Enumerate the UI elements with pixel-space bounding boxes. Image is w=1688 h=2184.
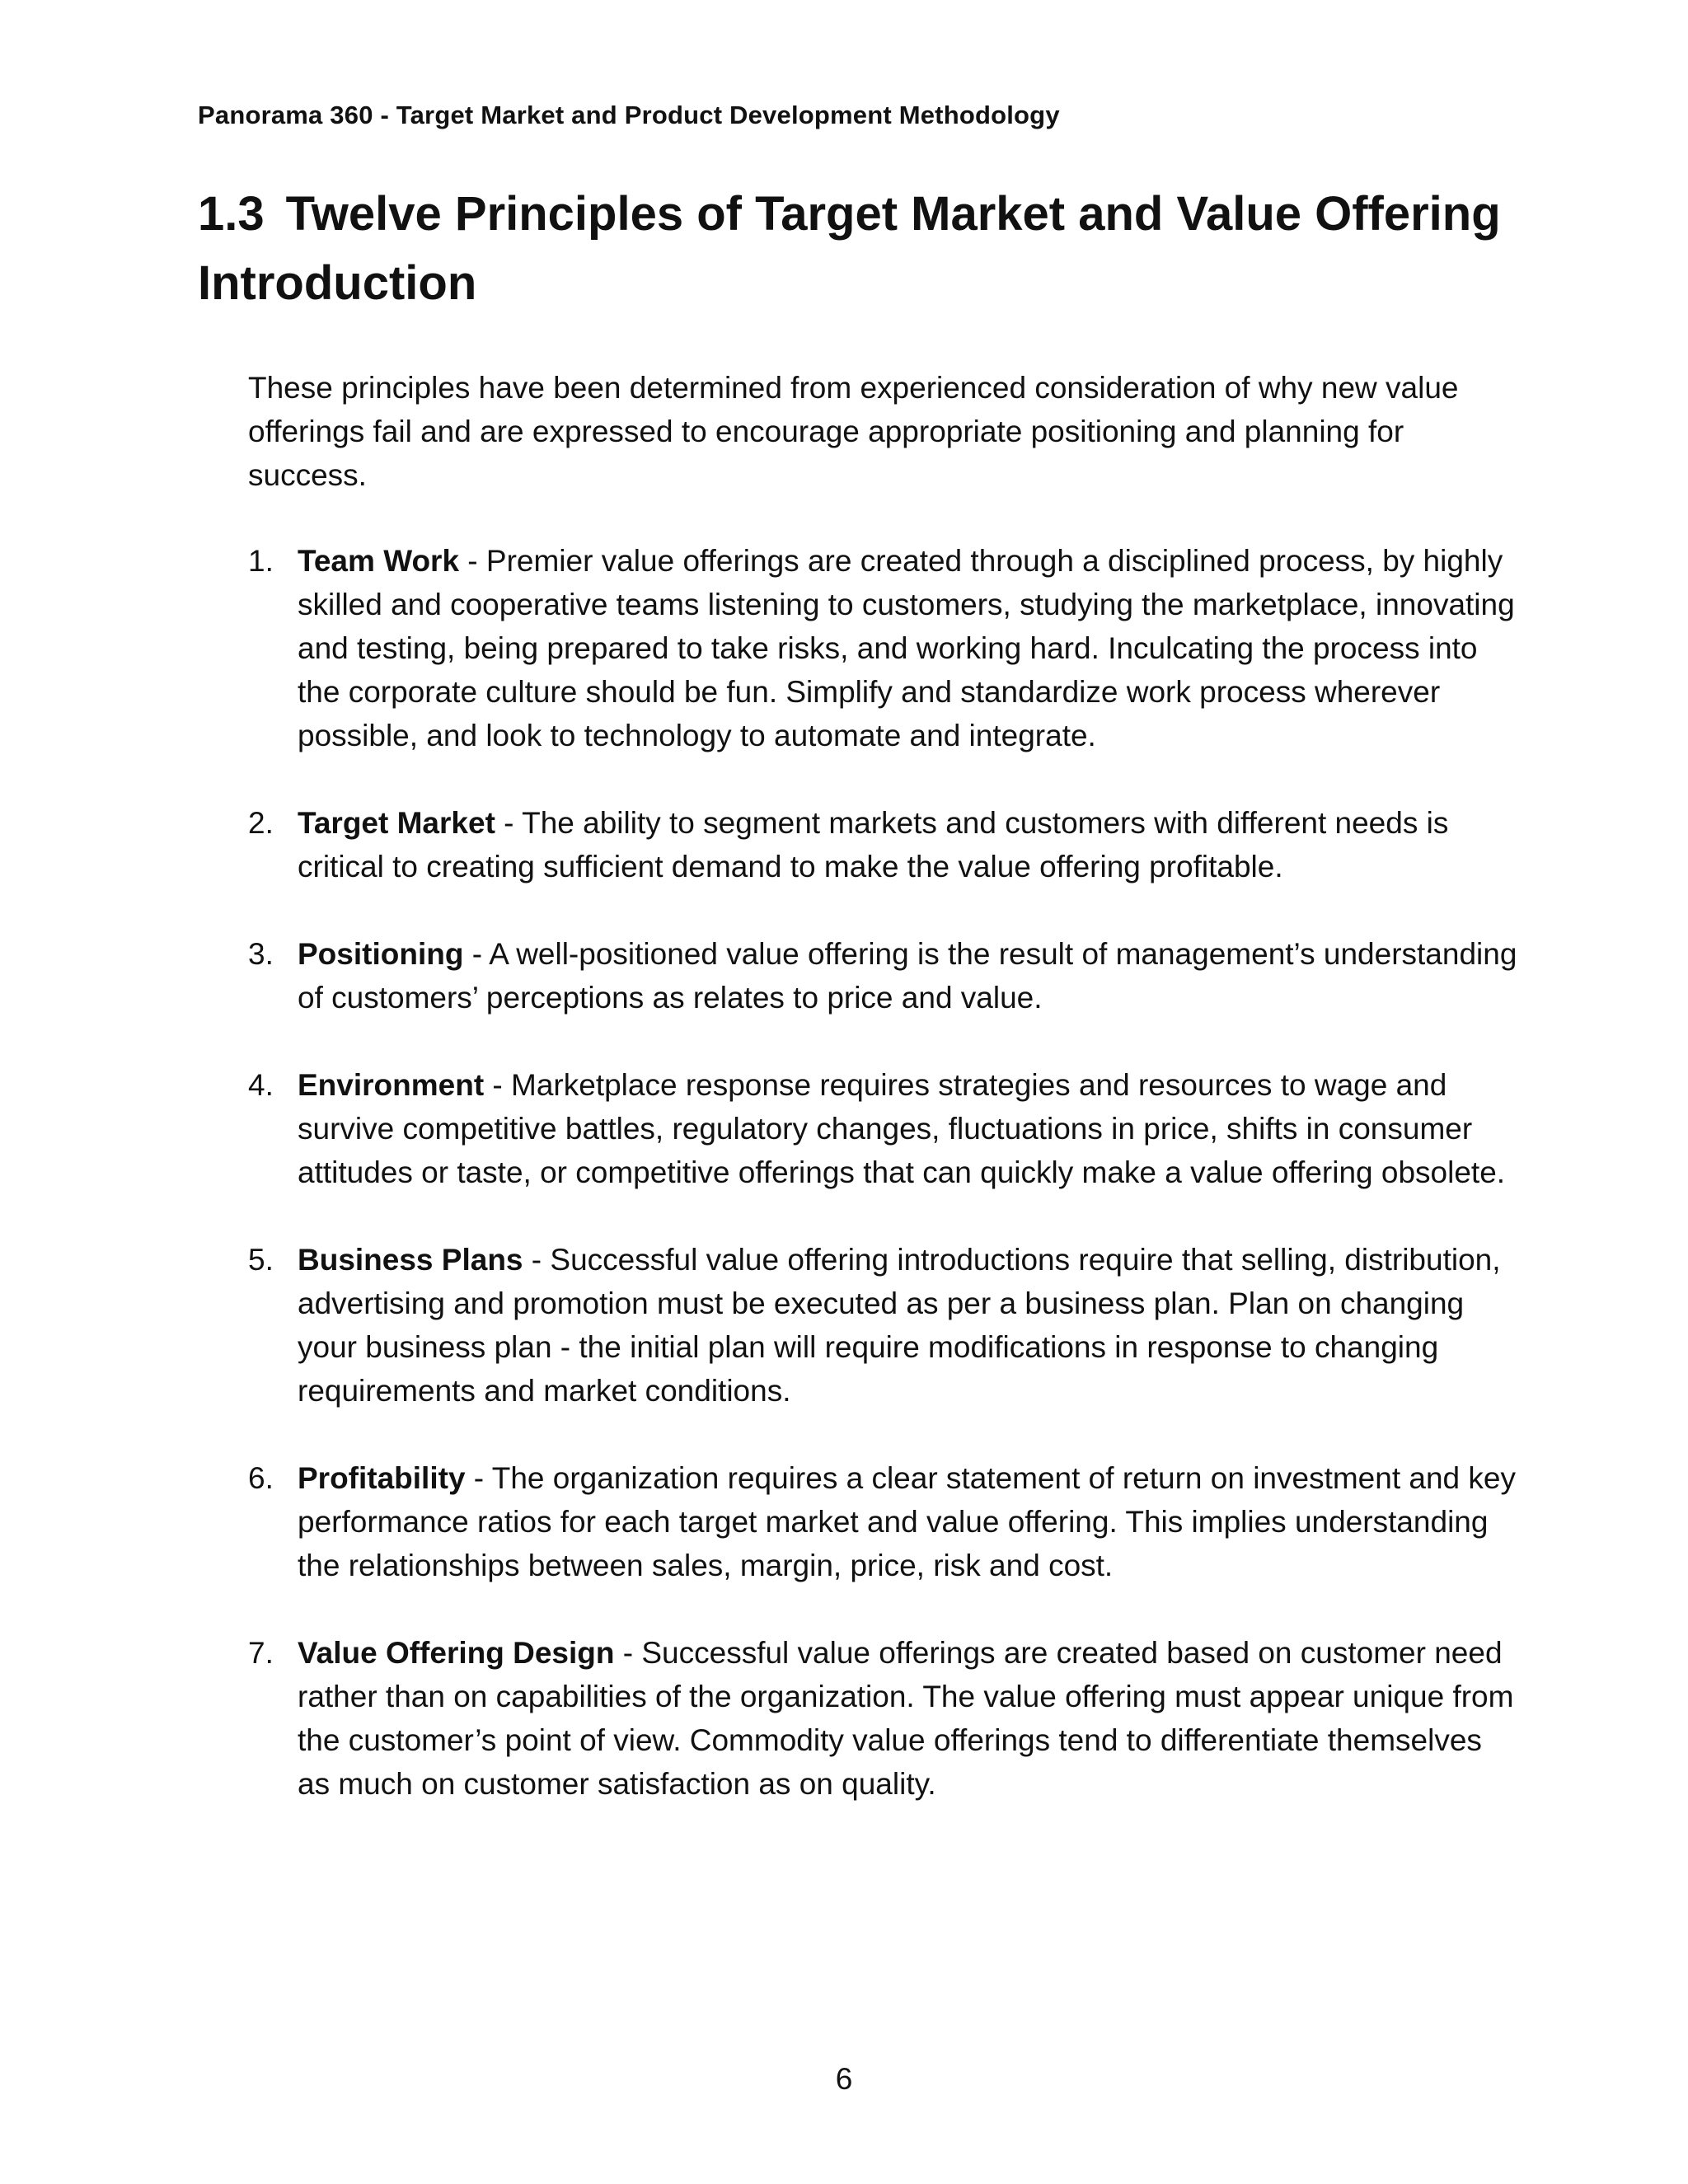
principle-term: Target Market bbox=[298, 806, 495, 840]
principle-number: 6. bbox=[248, 1461, 274, 1495]
principle-item-value-offering-design bbox=[248, 1631, 1517, 1806]
principle-number: 5. bbox=[248, 1243, 274, 1277]
principle-term: Value Offering Design bbox=[298, 1636, 615, 1670]
section-title: Twelve Principles of Target Market and Value Offering Introduction bbox=[198, 187, 1501, 310]
principle-term: Team Work bbox=[298, 544, 460, 578]
principle-text: - A well-positioned value offering is the result of management’s understanding of customers’ perceptions as relates to price and value. bbox=[298, 937, 1517, 1015]
principle-item-target-market bbox=[248, 801, 1517, 888]
principle-term: Positioning bbox=[298, 937, 464, 971]
principle-text: - Marketplace response requires strategies and resources to wage and survive competitive battles, regulatory changes, fluctuations in price, shifts in consumer attitudes or taste, or competitive offerings that can quickly make a value offering obsolete. bbox=[298, 1068, 1506, 1189]
principle-item-business-plans bbox=[248, 1238, 1517, 1413]
principle-number: 2. bbox=[248, 806, 274, 840]
principle-item-environment bbox=[248, 1063, 1517, 1194]
page-number: 6 bbox=[835, 2062, 853, 2096]
principle-text: - The ability to segment markets and customers with different needs is critical to creating sufficient demand to make the value offering profitable. bbox=[298, 806, 1449, 883]
running-header: Panorama 360 - Target Market and Product Development Methodology bbox=[198, 101, 1060, 129]
principle-text: - Premier value offerings are created through a disciplined process, by highly skilled and cooperative teams listening to customers, studying the marketplace, innovating and testing, being prepared to take risks, and working hard. Inculcating the process into the corporate culture should be fun. Simplify and standardize work process wherever possible, and look to technology to automate and integrate. bbox=[298, 544, 1515, 752]
principle-item-profitability bbox=[248, 1456, 1517, 1587]
section-heading bbox=[198, 180, 1533, 318]
principle-term: Business Plans bbox=[298, 1243, 523, 1277]
principle-number: 1. bbox=[248, 544, 274, 578]
principle-item-positioning bbox=[248, 932, 1517, 1019]
principle-number: 4. bbox=[248, 1068, 274, 1102]
principles-list bbox=[248, 539, 1517, 1849]
principle-term: Profitability bbox=[298, 1461, 466, 1495]
principle-number: 3. bbox=[248, 937, 274, 971]
section-number: 1.3 bbox=[198, 187, 265, 241]
principle-text: - Successful value offering introductions require that selling, distribution, advertising and promotion must be executed as per a business plan. Plan on changing your business plan - the initial plan will require modifications in response to changing requirements and market conditions. bbox=[298, 1243, 1501, 1408]
principle-text: - The organization requires a clear statement of return on investment and key performance ratios for each target market and value offering. This implies understanding the relationships between sales, margin, price, risk and cost. bbox=[298, 1461, 1516, 1582]
intro-paragraph: These principles have been determined from experienced consideration of why new value offerings fail and are expressed to encourage appropriate positioning and planning for success. bbox=[248, 371, 1459, 492]
principle-item-team-work bbox=[248, 539, 1517, 757]
principle-term: Environment bbox=[298, 1068, 485, 1102]
principle-number: 7. bbox=[248, 1636, 274, 1670]
principle-text: - Successful value offerings are created based on customer need rather than on capabilities of the organization. The value offering must appear unique from the customer’s point of view. Commodity value offerings tend to differentiate themselves as much on customer satisfaction as on quality. bbox=[298, 1636, 1514, 1801]
